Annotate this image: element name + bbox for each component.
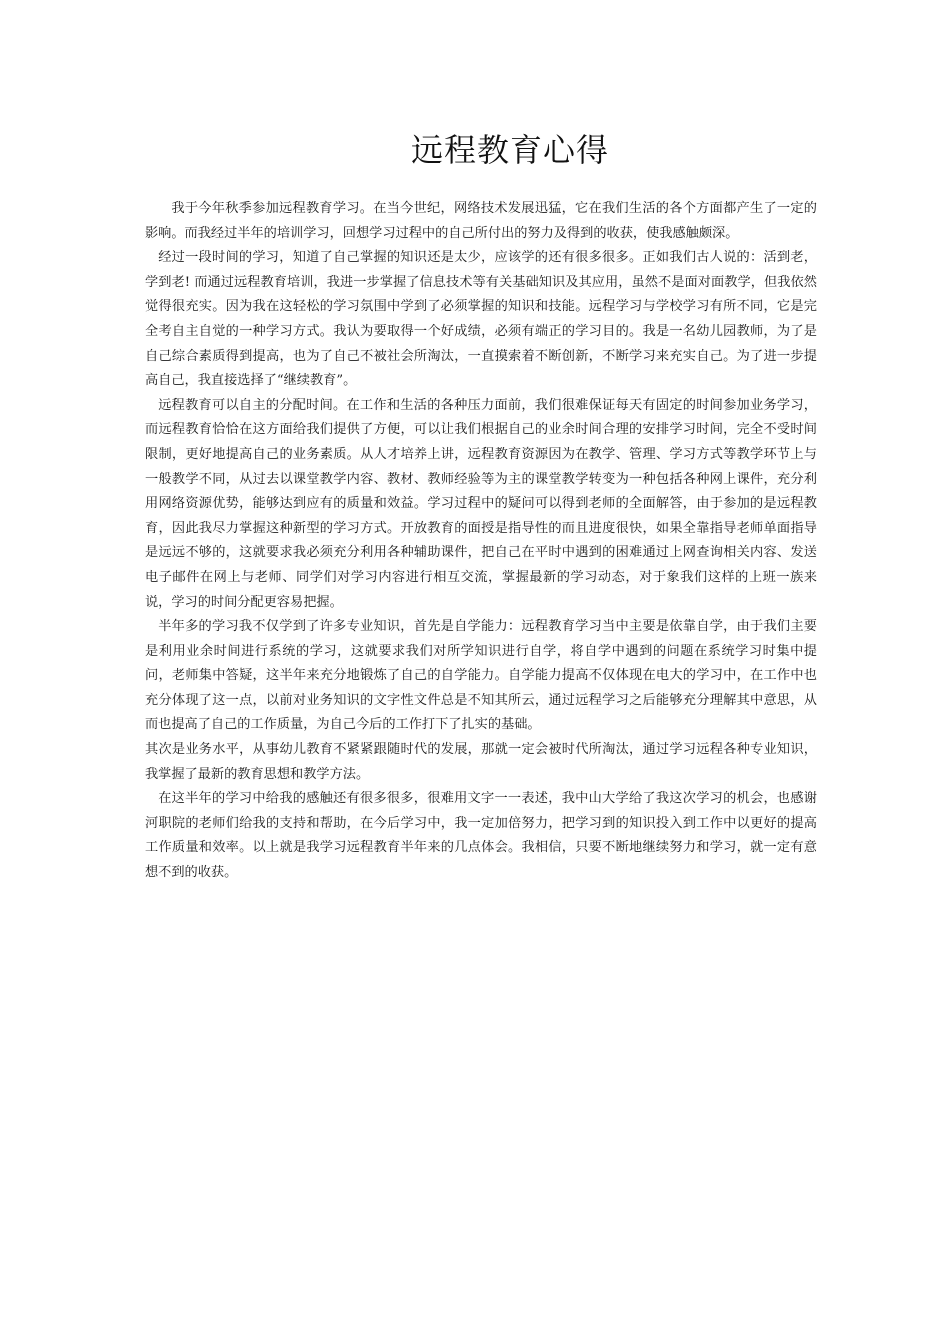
paragraph-self-study: 半年多的学习我不仅学到了许多专业知识，首先是自学能力：远程教育学习当中主要是依靠自学，由于我们主要是利用业余时间进行系统的学习，这就要求我们对所学知识进行自学，将自学中遇到的问题在系统学习时集中提问，老师集中答疑，这半年来充分地锻炼了自己的自学能力。自学能力提高不仅体现在电大的学习中，在工作中也充分体现了这一点，以前对业务知识的文字性文件总是不知其所云，通过远程学习之后能够充分理解其中意思，从而也提高了自己的工作质量，为自己今后的工作打下了扎实的基础。: [145, 619, 817, 733]
paragraph-time-allocation: 远程教育可以自主的分配时间。在工作和生活的各种压力面前，我们很难保证每天有固定的时间参加业务学习，而远程教育恰恰在这方面给我们提供了方便，可以让我们根据自己的业余时间合理的安排学习时间，完全不受时间限制，更好地提高自己的业务素质。从人才培养上讲，远程教育资源因为在教学、管理、学习方式等教学环节上与一般教学不同，从过去以课堂教学内容、教材、教师经验等为主的课堂教学转变为一种包括各种网上课件，充分利用网络资源优势，能够达到应有的质量和效益。学习过程中的疑问可以得到老师的全面解答，由于参加的是远程教育，因此我尽力掌握这种新型的学习方式。开放教育的面授是指导性的而且进度很快，如果全靠指导老师单面指导是远远不够的，这就要求我必须充分利用各种辅助课件，把自己在平时中遇到的困难通过上网查询相关内容、发送电子邮件在网上与老师、同学们对学习内容进行相互交流，掌握最新的学习动态，对于象我们这样的上班一族来说，学习的时间分配更容易把握。: [145, 397, 817, 610]
paragraph-learning-experience: 经过一段时间的学习，知道了自己掌握的知识还是太少，应该学的还有很多很多。正如我们古人说的：活到老，学到老! 而通过远程教育培训，我进一步掌握了信息技术等有关基础知识及其应用，虽然不是面对面教学，但我依然觉得很充实。因为我在这轻松的学习氛围中学到了必须掌握的知识和技能。远程学习与学校学习有所不同，它是完全考自主自觉的一种学习方式。我认为要取得一个好成绩，必须有端正的学习目的。我是一名幼儿园教师，为了是自己综合素质得到提高，也为了自己不被社会所淘汰，一直摸索着不断创新，不断学习来充实自己。为了进一步提高自己，我直接选择了“继续教育”。: [145, 250, 817, 389]
document-body: [145, 197, 817, 886]
paragraph-professional-level: 其次是业务水平，从事幼儿教育不紧紧跟随时代的发展，那就一定会被时代所淘汰，通过学习远程各种专业知识，我掌握了最新的教育思想和教学方法。: [145, 742, 817, 782]
paragraph-intro: 我于今年秋季参加远程教育学习。在当今世纪，网络技术发展迅猛，它在我们生活的各个方面都产生了一定的影响。而我经过半年的培训学习，回想学习过程中的自己所付出的努力及得到的收获，使我感触颇深。: [145, 201, 817, 241]
document-title: 远程教育心得: [410, 131, 609, 169]
paragraph-conclusion: 在这半年的学习中给我的感触还有很多很多，很难用文字一一表述，我中山大学给了我这次学习的机会，也感谢河职院的老师们给我的支持和帮助，在今后学习中，我一定加倍努力，把学习到的知识投入到工作中以更好的提高工作质量和效率。以上就是我学习远程教育半年来的几点体会。我相信，只要不断地继续努力和学习，就一定有意想不到的收获。: [145, 791, 817, 881]
